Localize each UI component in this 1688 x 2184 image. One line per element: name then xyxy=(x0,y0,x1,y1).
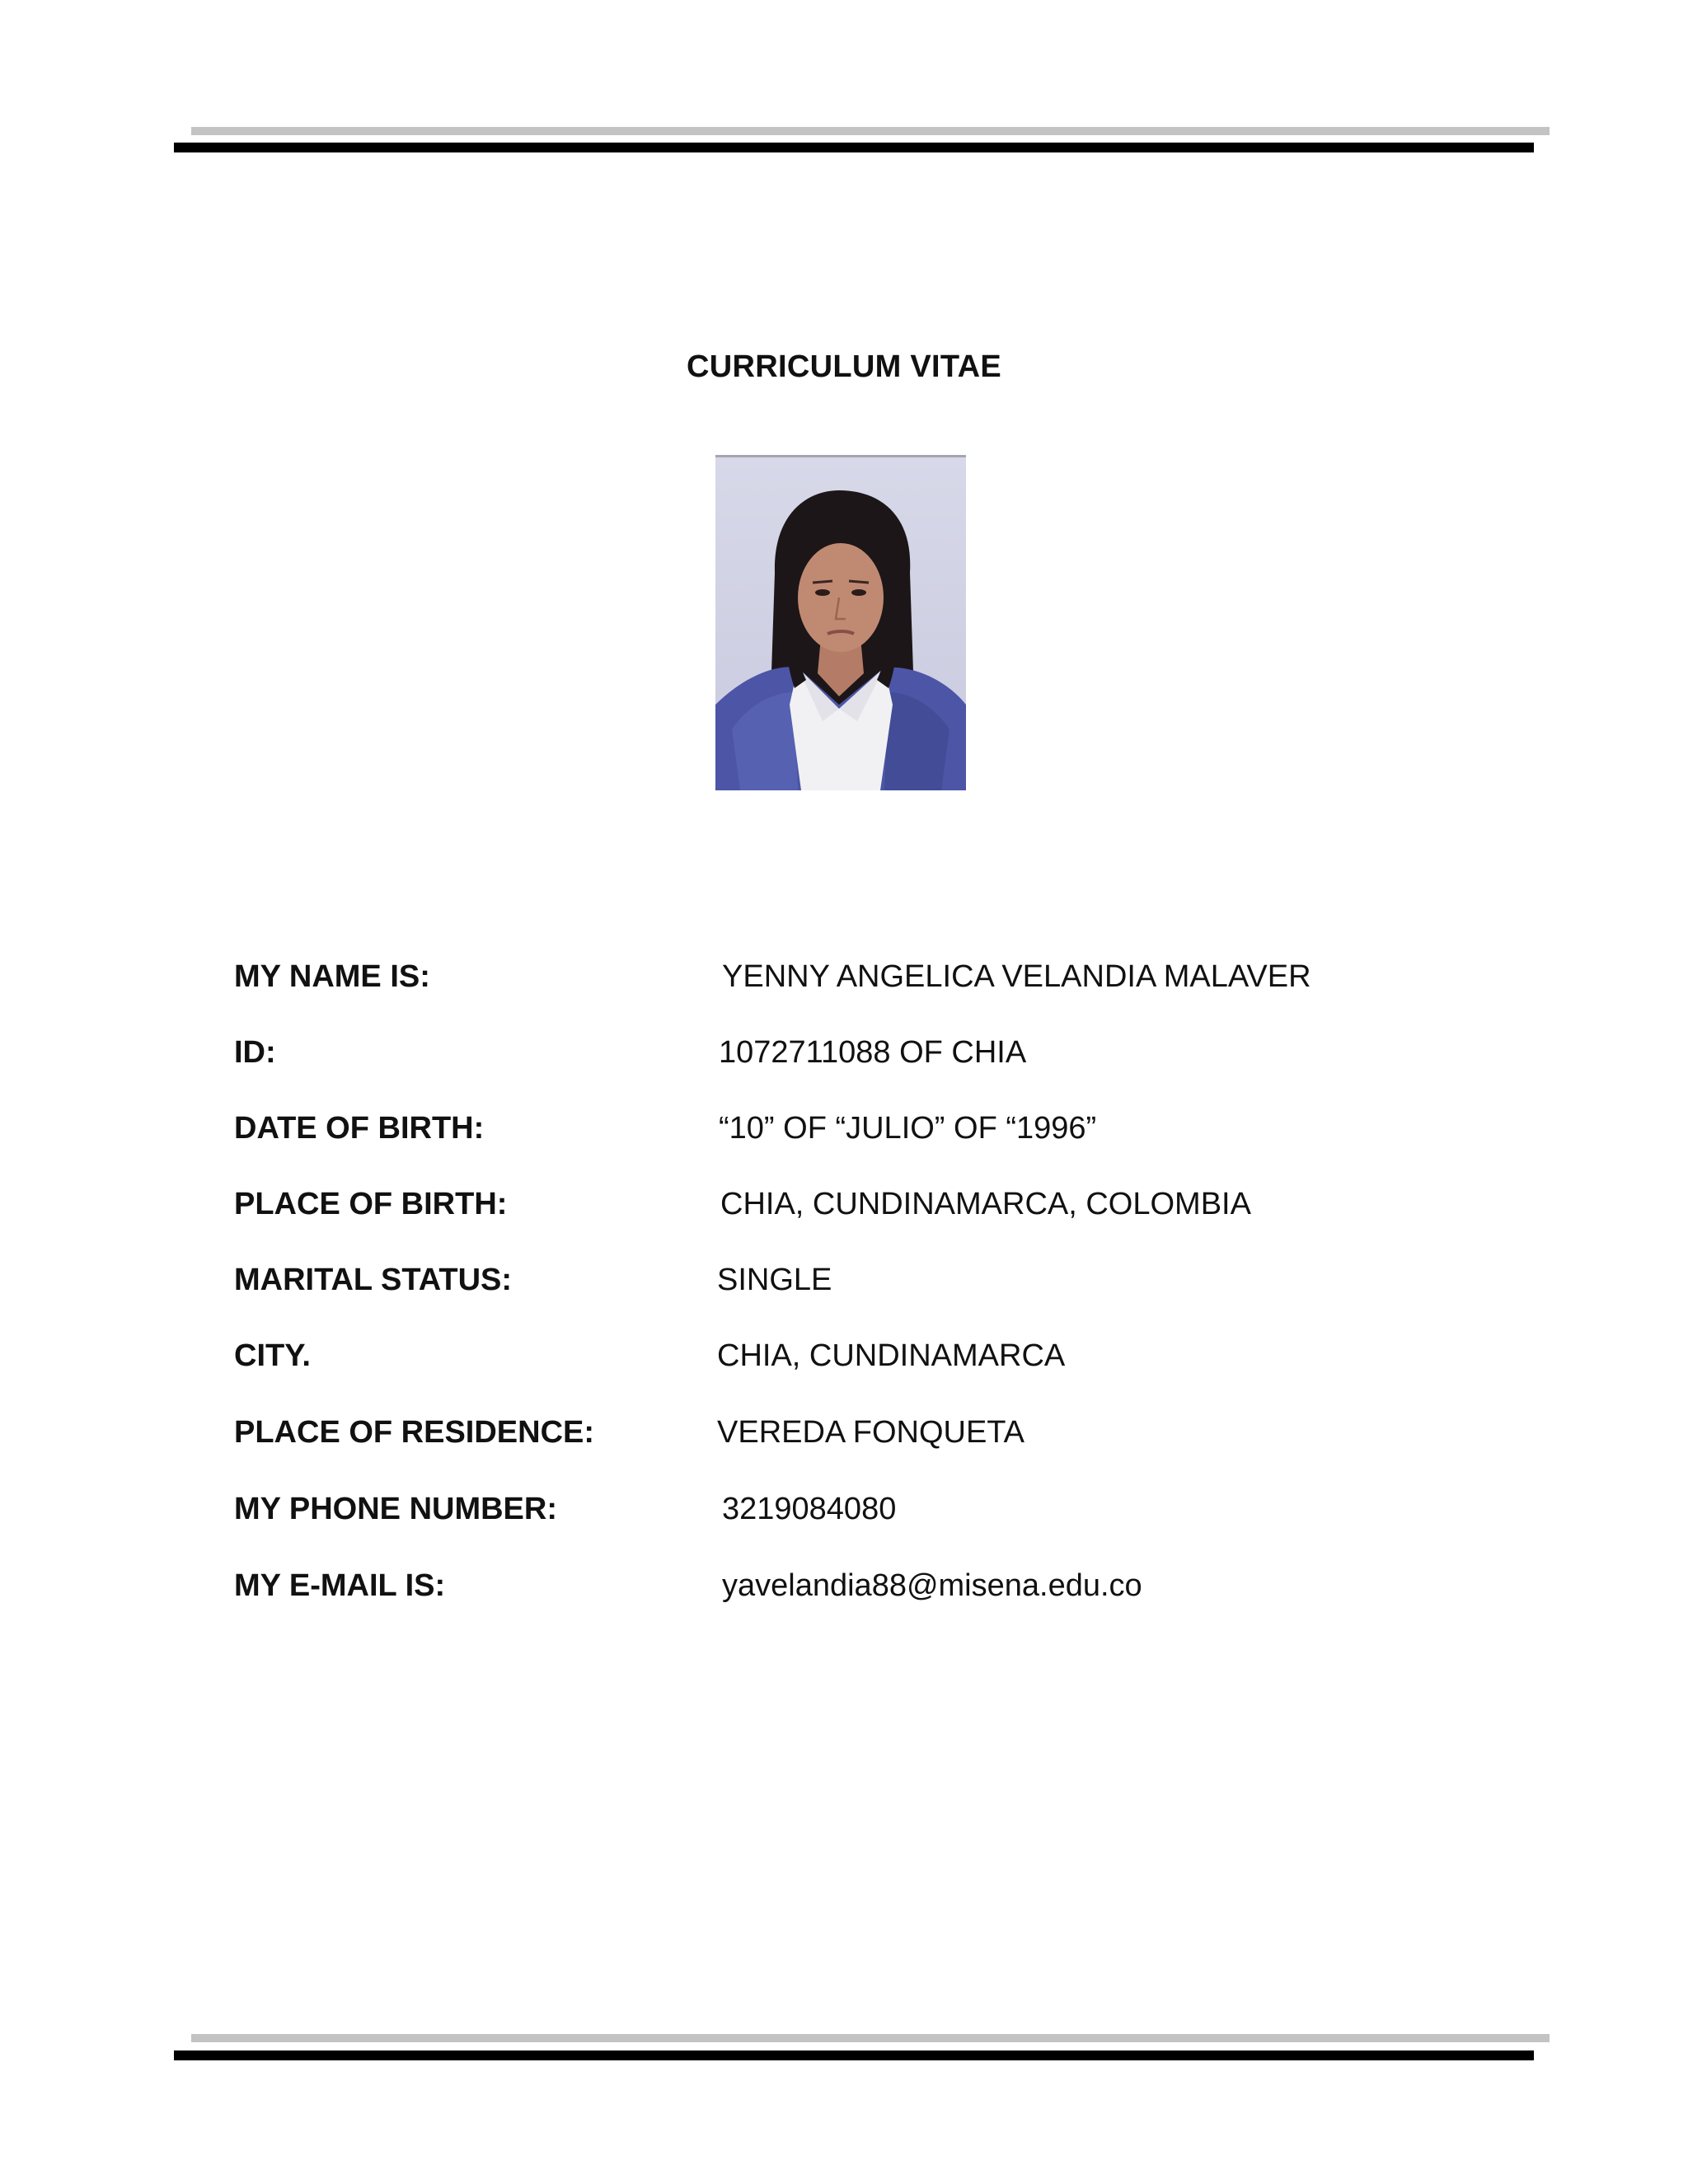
info-row-city xyxy=(234,1338,1553,1388)
marital-status-value: SINGLE xyxy=(717,1263,832,1297)
info-row-id xyxy=(234,1035,1553,1085)
header-rule-black xyxy=(174,143,1534,152)
profile-photo xyxy=(715,455,966,790)
place-of-birth-value: CHIA, CUNDINAMARCA, COLOMBIA xyxy=(720,1187,1251,1221)
place-of-residence-label: PLACE OF RESIDENCE: xyxy=(234,1415,595,1450)
info-row-place-of-residence xyxy=(234,1415,1553,1465)
place-of-residence-value: VEREDA FONQUETA xyxy=(717,1415,1025,1450)
info-row-phone-number xyxy=(234,1492,1553,1541)
info-row-date-of-birth xyxy=(234,1111,1553,1160)
id-value: 1072711088 OF CHIA xyxy=(719,1035,1027,1070)
header-rule-gray xyxy=(191,127,1550,135)
info-row-name xyxy=(234,959,1553,1009)
place-of-birth-label: PLACE OF BIRTH: xyxy=(234,1187,508,1221)
id-label: ID: xyxy=(234,1035,276,1070)
marital-status-label: MARITAL STATUS: xyxy=(234,1263,513,1297)
name-value: YENNY ANGELICA VELANDIA MALAVER xyxy=(722,959,1311,994)
email-label: MY E-MAIL IS: xyxy=(234,1568,446,1603)
date-of-birth-value: “10” OF “JULIO” OF “1996” xyxy=(719,1111,1097,1146)
email-value: yavelandia88@misena.edu.co xyxy=(722,1568,1142,1603)
footer-rule-gray xyxy=(191,2034,1550,2042)
info-row-marital-status xyxy=(234,1263,1553,1312)
info-row-place-of-birth xyxy=(234,1187,1553,1236)
footer-rule-black xyxy=(174,2050,1534,2060)
phone-number-value: 3219084080 xyxy=(722,1492,897,1526)
info-row-email xyxy=(234,1568,1553,1618)
name-label: MY NAME IS: xyxy=(234,959,430,994)
city-value: CHIA, CUNDINAMARCA xyxy=(717,1338,1066,1373)
phone-number-label: MY PHONE NUMBER: xyxy=(234,1492,557,1526)
date-of-birth-label: DATE OF BIRTH: xyxy=(234,1111,485,1146)
document-title: CURRICULUM VITAE xyxy=(687,349,1001,384)
city-label: CITY. xyxy=(234,1338,311,1373)
